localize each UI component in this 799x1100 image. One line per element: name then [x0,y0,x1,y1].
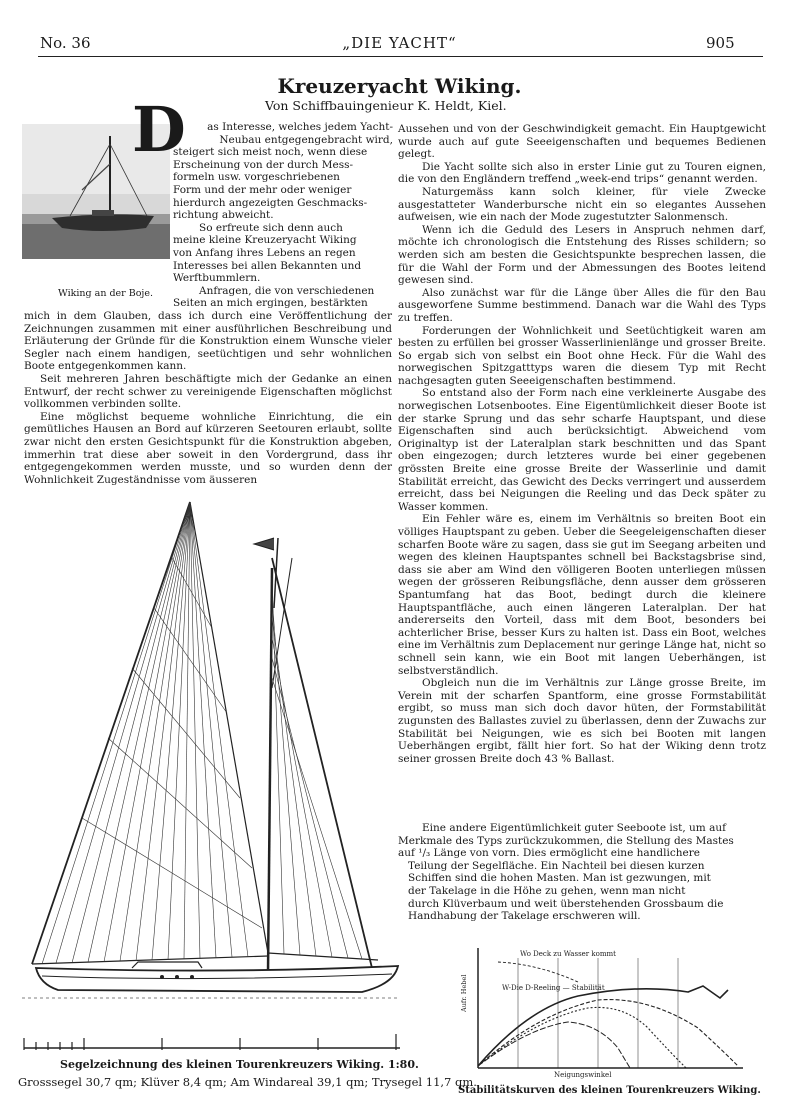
journal-name: „DIE YACHT“ [342,34,457,52]
paragraph: Die Yacht sollte sich also in erster Linie gut zu Touren eignen, die von den Engländern treffend „week-end trips“ genannt werden. [398,160,766,186]
text-line: formeln usw. vorgeschriebenen [173,171,340,184]
text-line: der Takelage in die Höhe zu gehen, wenn man nicht [408,884,686,897]
photo-caption: Wiking an der Boje. [58,288,154,299]
scale-bar [22,1032,402,1054]
paragraph: Ein Fehler wäre es, einem im Verhältnis so breiten Boot ein völliges Hauptspant zu geben. Ueber die Seegeleigenschaften dieser scharfen Boote wäre zu sagen, dass sie gut im Seegang arbeiten und wegen des kleinen Hauptspantes schnell bei Backstagsbrise sind, dass sie aber am Wind den völligeren Booten unterliegen müssen wegen der grösseren Reibungsfläche, denn ausser dem grösseren Spantumfang hat das Boot, bedingt durch die kleinere Hauptspantfläche, auch einen längeren Lateralplan. Der hat andererseits den Vorteil, dass mit dem Boot, besonders bei achterlicher Brise, besser Kurs zu halten ist. Dass ein Boot, welches eine im Verhältnis zum Deplacement nur geringe Länge hat, nicht so schnell sein kann, wie ein Boot mit langen Ueberhängen, ist selbstverständlich. [398,513,766,677]
right-column-end [398,822,766,923]
left-column-intro [173,121,393,310]
text-line: Anfragen, die von verschiedenen [199,284,375,297]
stability-caption: Stabilitätskurven des kleinen Tourenkreuzers Wiking. [458,1085,761,1096]
text-line: Neubau entgegengebracht wird, [219,133,393,146]
text-line: Merkmale des Typs zurückzukommen, die Stellung des Mastes [398,834,734,847]
text-line: auf ¹/₃ Länge von vorn. Dies ermöglicht eine handlichere [398,847,700,860]
label-axis: Neigungswinkel [554,1071,612,1079]
text-line: richtung abweicht. [173,209,274,222]
text-line: Werftbummlern. [173,272,261,285]
paragraph: Seit mehreren Jahren beschäftigte mich der Gedanke an einen Entwurf, der recht schwer zu vereinigende Eigenschaften möglichst vollkommen verbinden sollte. [24,372,392,411]
text-line: So erfreute sich denn auch [199,221,343,234]
hull [36,966,398,992]
text-line: hierdurch angezeigten Geschmacks- [173,196,368,209]
text-line: as Interesse, welches jedem Yacht- [207,121,393,133]
article-byline: Von Schiffbauingenieur K. Heldt, Kiel. [265,98,507,113]
text-line: Interesses bei allen Bekannten und [173,259,362,272]
issue-number: No. 36 [40,34,91,52]
text-line: steigert sich meist noch, wenn diese [173,146,368,159]
paragraph: Also zunächst war für die Länge über Alles die für den Bau ausgeworfene Summe bestimmend. Danach war die Wahl des Typs zu treffen. [398,286,766,324]
text-line: meine kleine Kreuzeryacht Wiking [173,234,357,247]
stability-curves [458,938,748,1081]
jib-seams [42,502,262,964]
paragraph: Naturgemäss kann solch kleiner, für viele Zwecke ausgestatteter Wanderbursche nicht ein so elegantes Aussehen aufweisen, wie ein nach der Mode zugestutzter Salonmensch. [398,185,766,224]
page-number: 905 [706,34,735,52]
sail-plan-caption: Segelzeichnung des kleinen Tourenkreuzers Wiking. 1:80. [60,1058,419,1071]
paragraph: Obgleich nun die im Verhältnis zur Länge grosse Breite, im Verein mit der scharfen Spantform, eine grosse Formstabilität ergibt, so muss man sich doch davor hüten, der Formstabilität zugunsten des Ballastes zuviel zu überlassen, denn der Zuwachs zur Stabilität bei Neigungen, wie es sich bei Booten mit langen Ueberhängen ergibt, fällt hier fort. So hat der Wiking denn trotz seiner grossen Breite doch 43 % Ballast. [398,677,766,765]
label-y: Aufr. Hebel [460,974,468,1012]
text-line: Eine andere Eigentümlichkeit guter Seeboote ist, um auf [422,822,727,834]
sail-plan-drawing [22,498,400,1006]
paragraph: Eine möglichst bequeme wohnliche Einrichtung, die ein gemütliches Hausen an Bord auf kürzeren Seetouren erlaubt, sollte zwar nicht den ersten Gesichtspunkt für die Konstruktion abgeben, immerhin trat diese aber soweit in den Vordergrund, dass ihr entgegengekommen werden musste, und so wurden denn der Wohnlichkeit Zugeständnisse vom äusseren [24,410,392,486]
text-line: Teilung der Segelfläche. Ein Nachteil bei diesen kurzen [408,859,705,872]
right-column [398,123,766,765]
article-title: Kreuzeryacht Wiking. [277,74,522,98]
mainsail-seams [272,578,362,959]
paragraph: So entstand also der Form nach eine verkleinerte Ausgabe des norwegischen Lotsenbootes. Eine Eigentümlichkeit dieser Boote ist der starke Sprung und das sehr scharfe Hauptspant, und diese Eigenschaften sind auch berücksichtigt. Abweichend vom Originaltyp ist der Lateralplan stark beschnitten und das Spant oben eingezogen; durch letzteres wurde bei einer gegebenen grössten Breite eine grosse Breite der Wasserlinie und damit Stabilität erreicht, das Gewicht des Decks verringert und ausserdem erreicht, dass bei Neigungen die Reeling und das Deck später zu Wasser kommen. [398,387,766,513]
label-top: Wo Deck zu Wasser kommt [520,950,616,958]
text-line: Handhabung der Takelage erschweren will. [408,910,641,923]
paragraph-lines [398,822,766,923]
paragraph: Wenn ich die Geduld des Lesers in Anspruch nehmen darf, möchte ich chronologisch die Entstehung des Risses schildern; so werden sich am besten die Gesichtspunkte besprechen lassen, die für die Wahl der Form und der Abmessungen des Bootes leitend gewesen sind. [398,223,766,287]
drop-cap: D [132,93,186,166]
mast [268,568,272,973]
text-line: von Anfang ihres Lebens an regen [173,246,356,259]
text-line: Erscheinung von der durch Mess- [173,158,354,171]
paragraph: Forderungen der Wohnlichkeit und Seetüchtigkeit waren am besten zu erfüllen bei grosser Wasserlinienlänge und grosser Breite. So ergab sich von selbst ein Boot ohne Heck. Für die Wahl des norwegischen Spitzgatttyps waren die diesem Typ mit Recht nachgesagten guten Seeeigenschaften bestimmend. [398,324,766,387]
sail-areas: Grosssegel 30,7 qm; Klüver 8,4 qm; Am Windareal 39,1 qm; Trysegel 11,7 qm. [18,1075,477,1089]
paragraph: Aussehen und von der Geschwindigkeit gemacht. Ein Hauptgewicht wurde auch auf gute Seeeigenschaften und bequemes Bedienen gelegt. [398,123,766,161]
left-column-body [24,310,392,486]
text-line: durch Klüverbaum und weit überstehenden Grossbaum die [408,897,724,910]
paragraph-lines [173,121,393,310]
text-line: Form und der mehr oder weniger [173,183,352,196]
text-line: Seiten an mich ergingen, bestärkten [173,297,368,310]
paragraph: mich in dem Glauben, dass ich durch eine Veröffentlichung der Zeichnungen zusammen mit einer ausführlichen Beschreibung und Erläuterung der Gründe für die Konstruktion einem Wunsche vieler Segler nach einem handigen, seetüchtigen und sehr wohnlichen Boote entgegenkommen kann. [24,310,392,373]
label-mid: W-Die D-Reeling — Stabilität [502,984,605,992]
text-line: Schiffen sind die hohen Masten. Man ist gezwungen, mit [408,872,711,885]
header-rule [38,56,763,57]
